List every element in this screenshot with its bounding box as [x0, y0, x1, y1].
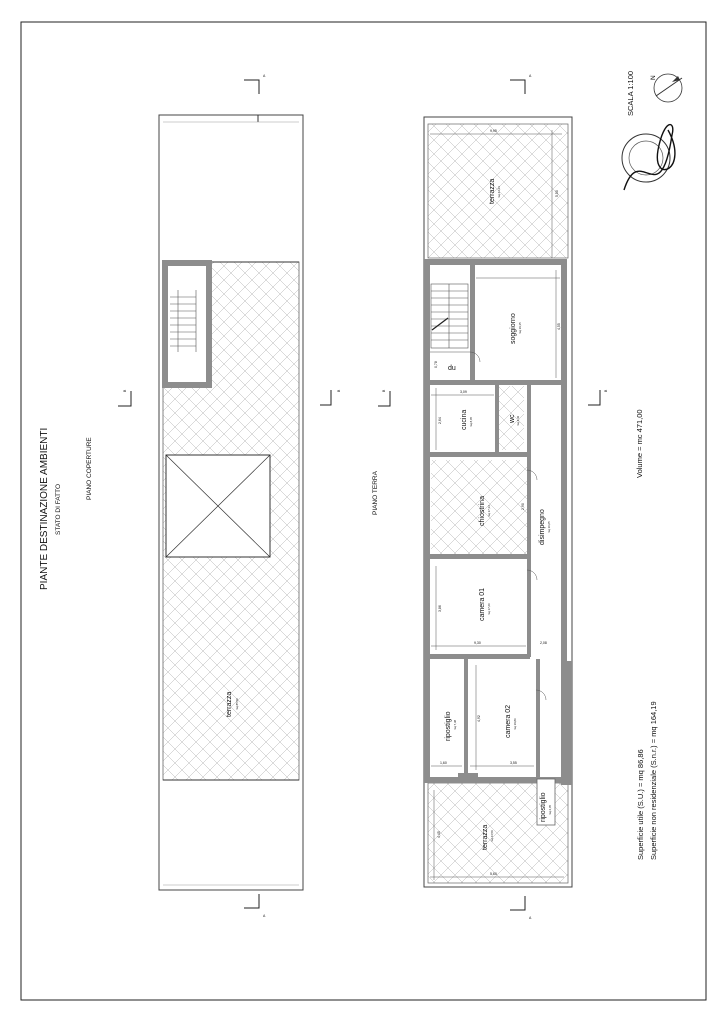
ground-section-a-bottom: A	[529, 916, 532, 920]
room-area-ripostiglio-large: mq 7,38	[453, 719, 457, 730]
room-name-cucina: cucina	[461, 409, 468, 430]
room-name-camera-02: camera 02	[505, 704, 512, 738]
dim-camera02: 4,92	[477, 715, 481, 722]
dim-terrace-depth: 5,50	[555, 190, 559, 197]
scale-label: SCALA 1:100	[626, 70, 635, 116]
surface-nonres-label: Superficie non residenziale (S.n.r.) = mq 164,19	[649, 701, 658, 860]
north-label: N	[650, 75, 657, 80]
dim-terrace-width: 9,95	[490, 129, 497, 133]
room-area-camera-02: mq 19,86	[513, 718, 517, 730]
dim-chiostrina: 2,90	[521, 503, 525, 510]
room-name-disimpegno: disimpegno	[539, 509, 546, 545]
surface-useful-label: Superficie utile (S.U.) = mq 86,86	[636, 749, 645, 860]
room-area-ripostiglio-small: mq 2,05	[548, 804, 552, 815]
ground-section-b-right: B	[604, 389, 608, 392]
dim-ripostiglio: 1,60	[440, 761, 447, 765]
dim-cucina: 2,64	[438, 417, 442, 424]
ground-section-a-top: A	[529, 74, 532, 78]
dim-camera02-width: 3,55	[510, 761, 517, 765]
roof-section-b-right: B	[337, 389, 341, 392]
ground-du-label: du	[448, 365, 456, 372]
dim-camera01: 3,86	[438, 605, 442, 612]
dim-stair-landing: 0,78	[434, 361, 438, 368]
dim-soggiorno: 4,55	[557, 323, 561, 330]
roof-terrace-name: terrazza	[226, 691, 233, 717]
roof-plan-label: PIANO COPERTURE	[86, 437, 93, 500]
ground-plan	[424, 117, 572, 887]
room-name-terrazza-top: terrazza	[489, 178, 496, 204]
dim-bottom-terrace-width: 5,60	[490, 872, 497, 876]
dim-cucina-width: 3,09	[460, 390, 467, 394]
room-area-camera-01: mq 17,20	[487, 603, 491, 615]
room-area-cucina: mq 8,65	[469, 416, 473, 427]
ground-section-b-left: B	[382, 389, 386, 392]
room-area-wc: mq 4,43	[516, 415, 520, 426]
north-arrow-icon	[654, 74, 682, 102]
sheet-title: PIANTE DESTINAZIONE AMBIENTI	[39, 427, 50, 590]
roof-plan	[159, 115, 303, 890]
room-name-camera-01: camera 01	[479, 587, 486, 621]
room-area-soggiorno: mq 19,15	[518, 322, 522, 334]
roof-section-a-bottom: A	[263, 914, 266, 918]
room-name-wc: wc	[509, 414, 516, 423]
room-name-terrazza-bottom: terrazza	[482, 824, 489, 850]
room-area-terrazza-bottom: mq 23,59	[490, 830, 494, 842]
sheet-border	[21, 22, 706, 1000]
professional-stamp	[622, 125, 675, 190]
room-name-soggiorno: soggiorno	[510, 313, 517, 344]
room-area-chiostrina: mq 17,14	[487, 505, 491, 517]
roof-section-a-top: A	[263, 74, 266, 78]
roof-section-b-left: B	[123, 389, 127, 392]
ground-plan-label: PIANO TERRA	[372, 471, 379, 515]
volume-label: Volume = mc 471,00	[635, 409, 644, 478]
dim-bottom-terrace-depth: 4,45	[437, 831, 441, 838]
room-name-chiostrina: chiostrina	[479, 496, 486, 526]
room-area-disimpegno: mq 10,65	[547, 521, 551, 533]
sheet-subtitle: STATO DI FATTO	[55, 483, 62, 535]
roof-terrace-area-label: mq 85,50	[235, 698, 239, 710]
room-name-ripostiglio-large: ripostiglio	[445, 711, 452, 741]
room-area-terrazza-top: mq 41,44	[497, 186, 501, 198]
room-name-ripostiglio-small: ripostiglio	[540, 792, 547, 822]
dim-corridor: 2,08	[540, 641, 547, 645]
dim-camera01-width: 9,30	[474, 641, 481, 645]
